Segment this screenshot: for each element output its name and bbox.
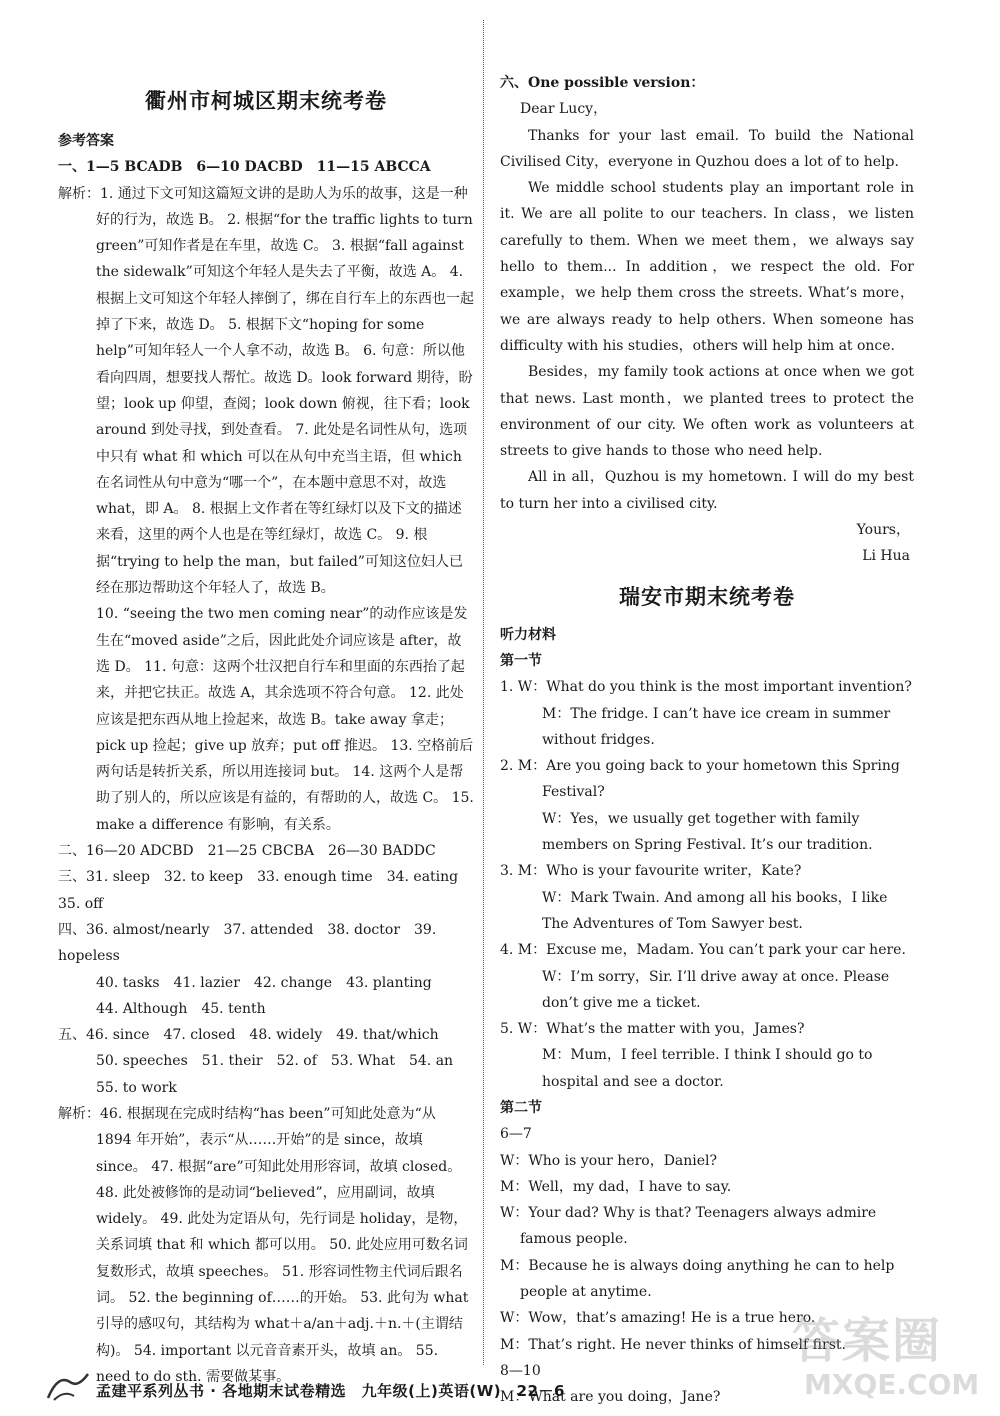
dialog-line: M：Well，my dad，I have to say. bbox=[500, 1178, 732, 1195]
letter-paragraph: Besides，my family took actions at once when we got that news. Last month，we planted trees to protect the environment of our city. We often work as volunteers at streets to give hands to those who need help. bbox=[500, 364, 914, 460]
answer-line-part3: 三、31. sleep 32. to keep 33. enough time 34. eating 35. off bbox=[58, 869, 473, 912]
column-divider bbox=[483, 20, 484, 1365]
explanation-part1: 解析：1. 通过下文可知这篇短文讲的是助人为乐的故事，这是一种好的行为，故选 B。 2. 根据“for the traffic lights to turn green”可知作者是在车里，故选 C。 3. 根据“fall against the sidewalk”可知这个年轻人是失去了平衡，故选 A。 4. 根据上文可知这个年轻人摔倒了，绑在自行车上的东西也一起掉了下来，故选 D。 5. 根据下文“hoping for some help”可知年轻人一个人拿不动，故选 B。 6. 句意：所以他看向四周，想要找人帮忙。故选 D。look forward 期待，盼望；look up 仰望，查阅；look down 俯视，往下看；look around 到处寻找，到处查看。 7. 此处是名词性从句，选项中只有 what 和 which 可以在从句中充当主语，但 which 在名词性从句中意为“哪一个”，在本题中意思不对，故选 what，即 A。 8. 根据上文作者在等红绿灯以及下文的描述来看，这里的两个人也是在等红绿灯，故选 C。 9. 根据“trying to help the man，but failed”可知这位妇人已经在那边帮助这个年轻人了，故选 B。 bbox=[58, 185, 474, 597]
listening-heading: 听力材料 bbox=[500, 626, 556, 643]
watermark-logo bbox=[792, 1312, 992, 1408]
part-one-heading: 第一节 bbox=[500, 652, 542, 669]
section-six-heading: 六、One possible version： bbox=[500, 75, 705, 91]
dialog-line: W：Wow，that’s amazing! He is a true hero. bbox=[500, 1310, 816, 1327]
dialog-line: W：Your dad? Why is that? Teenagers always admire famous people. bbox=[500, 1205, 877, 1248]
watermark-text: 答案圈 bbox=[792, 1313, 943, 1369]
question-range: 8—10 bbox=[500, 1362, 541, 1379]
dialog-line: W：Who is your hero，Daniel? bbox=[500, 1152, 718, 1169]
exam-title-kecheng: 衢州市柯城区期末统考卷 bbox=[145, 88, 387, 113]
explanation-part5: 解析：46. 根据现在完成时结构“has been”可知此处意为“从 1894 年开始”，表示“从……开始”的是 since，故填 since。 47. 根据“are”可知此处用形容词，故填 closed。 48. 此处被修饰的是动词“believed”，应用副词，故填 widely。 49. 此处为定语从句，先行词是 holiday，是物，关系词填 that 和 which 都可以用。 50. 此处应用可数名词复数形式，故填 speeches。 51. 形容词性物主代词后跟名词。 52. the beginning of……的开始。 53. 此句为 what 引导的感叹句，其结构为 what＋a/an＋adj.＋n.＋(主谓结构)。 54. important 以元音音素开头，故填 an。 55. need to do sth. 需要做某事。 bbox=[58, 1105, 469, 1385]
dialog-line: W：Mark Twain. And among all his books，I like The Adventures of Tom Sawyer best. bbox=[542, 889, 888, 932]
dialog-line: M：What are you doing，Jane? bbox=[500, 1389, 721, 1406]
letter-signature: Li Hua bbox=[862, 548, 910, 565]
dialog-line: 5. W：What’s the matter with you，James? bbox=[500, 1021, 805, 1038]
dialog-line: 4. M：Excuse me，Madam. You can’t park your car here. bbox=[500, 942, 906, 959]
letter-paragraph: We middle school students play an important role in it. We are all polite to our teachers. In class，we listen carefully to them. When we meet them，we always say hello to them... In addition，we respect the old. For example，we help them cross the streets. What’s more，we are always ready to help others. When someone has difficulty with his studies，others will help him at once. bbox=[500, 180, 914, 354]
dialog-line: M：Mum，I feel terrible. I think I should go to hospital and see a doctor. bbox=[542, 1047, 873, 1090]
answer-heading: 参考答案 bbox=[58, 133, 114, 149]
answer-line-part4-c: 44. Although 45. tenth bbox=[96, 1000, 266, 1017]
watermark-url: MXQE.COM bbox=[804, 1368, 980, 1401]
left-column bbox=[58, 70, 474, 1390]
dialog-line: 3. M：Who is your favourite writer，Kate? bbox=[500, 863, 802, 880]
answer-line-part5: 五、46. since 47. closed 48. widely 49. that/which bbox=[58, 1027, 439, 1044]
dialog-line: 1. W：What do you think is the most important invention? bbox=[500, 679, 912, 696]
answer-line-part4: 四、36. almost/nearly 37. attended 38. doctor 39. hopeless bbox=[58, 921, 437, 965]
letter-greeting: Dear Lucy， bbox=[520, 101, 608, 118]
answer-line-part1: 一、1—5 BCADB 6—10 DACBD 11—15 ABCCA bbox=[58, 159, 431, 176]
letter-closing: Yours， bbox=[856, 522, 910, 539]
page-footer: 孟建平系列丛书 · 各地期末试卷精选 九年级(上)英语(W) 22－6 bbox=[96, 1382, 565, 1400]
answer-line-part4-b: 40. tasks 41. lazier 42. change 43. planting bbox=[96, 974, 432, 991]
question-range: 6—7 bbox=[500, 1126, 532, 1143]
explanation-part1-cont: 10. “seeing the two men coming near”的动作应该是发生在“moved aside”之后，因此此处介词应该是 after，故选 D。 11. 句意：这两个壮汉把自行车和里面的东西抬了起来，并把它扶正。故选 A，其余选项不符合句意。 12. 此处应该是把东西从地上捡起来，故选 B。take away 拿走；pick up 捡起；give up 放弃；put off 推迟。 13. 空格前后两句话是转折关系，所以用连接词 but。 14. 这两个人是帮助了别人的，所以应该是有益的，有帮助的人，故选 C。 15. make a difference 有影响，有关系。 bbox=[96, 606, 474, 833]
exam-title-ruian: 瑞安市期末统考卷 bbox=[619, 583, 795, 609]
dialog-line: M：The fridge. I can’t have ice cream in summer without fridges. bbox=[542, 705, 891, 748]
dialog-line: 2. M：Are you going back to your hometown this Spring Festival? bbox=[500, 758, 900, 801]
dialog-line: W：Yes，we usually get together with family members on Spring Festival. It’s our tradition. bbox=[542, 810, 873, 854]
sample-letter bbox=[500, 96, 914, 517]
answer-line-part5-b: 50. speeches 51. their 52. of 53. What 54. an 55. to work bbox=[96, 1053, 468, 1096]
series-logo-icon bbox=[44, 1368, 92, 1404]
part-two-heading: 第二节 bbox=[500, 1099, 542, 1116]
dialog-line: M：Because he is always doing anything he can to help people at anytime. bbox=[500, 1257, 895, 1301]
letter-paragraph: Thanks for your last email. To build the National Civilised City，everyone in Quzhou does a lot of to help. bbox=[500, 127, 914, 170]
answer-line-part2: 二、16—20 ADCBD 21—25 CBCBA 26—30 BADDC bbox=[58, 843, 436, 860]
dialog-line: M：That’s right. He never thinks of himself first. bbox=[500, 1336, 846, 1353]
dialog-line: W：I’m sorry，Sir. I’ll drive away at once. Please don’t give me a ticket. bbox=[542, 968, 890, 1011]
right-column bbox=[500, 70, 914, 1411]
letter-paragraph: All in all，Quzhou is my hometown. I will do my best to turn her into a civilised city. bbox=[500, 469, 914, 512]
